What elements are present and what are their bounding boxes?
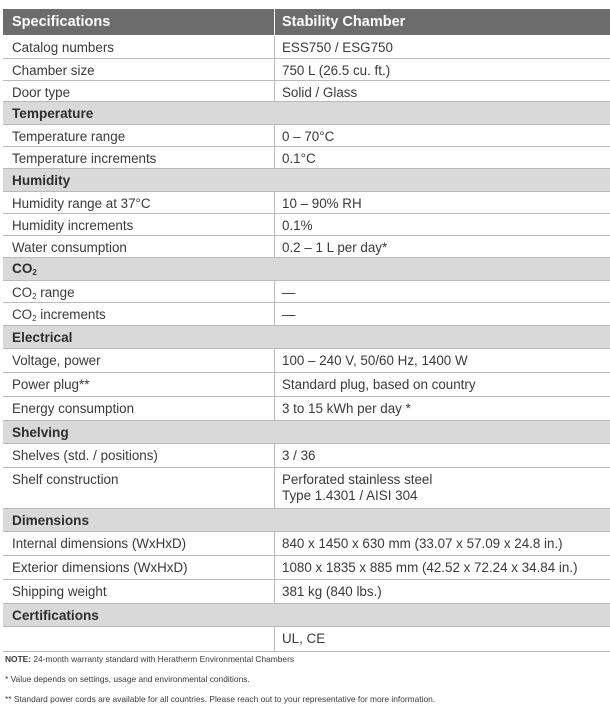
section-shelving (3, 421, 610, 444)
table-row (3, 192, 610, 214)
co2-subscript: 2 (32, 268, 37, 277)
row-label: Shelf construction (3, 468, 275, 508)
row-value: 0 – 70°C (282, 129, 335, 144)
table-row (3, 468, 610, 509)
table-row (3, 36, 610, 59)
row-label: Shelves (std. / positions) (3, 444, 275, 467)
section-title: Shelving (12, 424, 69, 440)
table-row (3, 580, 610, 604)
row-value: 10 – 90% RH (282, 196, 362, 211)
table-row (3, 349, 610, 373)
row-label (3, 627, 275, 651)
co2-subscript: 2 (32, 314, 37, 323)
header-stability-chamber: Stability Chamber (282, 14, 406, 30)
row-label: Chamber size (3, 59, 275, 80)
row-label: Water consumption (3, 236, 275, 257)
row-value: 381 kg (840 lbs.) (282, 584, 382, 599)
row-value: 0.1°C (282, 151, 316, 166)
value-line: Type 1.4301 / AISI 304 (282, 488, 418, 503)
row-label (3, 303, 275, 325)
specifications-table (3, 9, 610, 652)
row-value: 3 / 36 (282, 448, 316, 463)
co2-subscript: 2 (32, 292, 37, 301)
table-row (3, 444, 610, 468)
section-title (3, 261, 37, 277)
label-rest: increments (36, 307, 106, 322)
row-label: Temperature range (3, 125, 275, 146)
row-label: Exterior dimensions (WxHxD) (3, 556, 275, 579)
table-header (3, 9, 610, 36)
row-label: Temperature increments (3, 147, 275, 168)
section-certifications (3, 604, 610, 627)
row-label: Humidity increments (3, 214, 275, 235)
co2-prefix: CO (12, 285, 33, 300)
row-label: Door type (3, 81, 275, 101)
row-value: 3 to 15 kWh per day * (282, 401, 411, 416)
row-value: Standard plug, based on country (282, 377, 476, 392)
row-value: ESS750 / ESG750 (282, 40, 393, 55)
table-row (3, 556, 610, 580)
table-row (3, 59, 610, 81)
row-value: Solid / Glass (282, 85, 358, 100)
table-row (3, 373, 610, 397)
section-temperature (3, 102, 610, 125)
warranty-note (5, 653, 605, 673)
table-row (3, 627, 610, 652)
value-line: Perforated stainless steel (282, 472, 433, 487)
table-row (3, 125, 610, 147)
note-label: NOTE: (5, 654, 32, 664)
row-label: Voltage, power (3, 349, 275, 372)
row-label: Power plug** (3, 373, 275, 396)
section-title: Certifications (12, 607, 99, 623)
section-co2 (3, 258, 610, 281)
footnote-value-depends: * Value depends on settings, usage and environmental conditions. (5, 674, 250, 684)
row-value: 750 L (26.5 cu. ft.) (282, 63, 391, 78)
footnote-power-cords: ** Standard power cords are available for all countries. Please reach out to your representative for more information. (5, 694, 436, 704)
table-row (3, 214, 610, 236)
row-value: 0.1% (282, 218, 313, 233)
row-label: Shipping weight (3, 580, 275, 603)
section-title: Electrical (12, 329, 73, 345)
footnotes (5, 653, 605, 713)
co2-prefix: CO (12, 261, 33, 276)
row-value: — (282, 285, 296, 300)
label-rest: range (36, 285, 75, 300)
table-row (3, 81, 610, 102)
section-dimensions (3, 509, 610, 532)
row-value: 0.2 – 1 L per day* (282, 240, 388, 255)
table-row (3, 281, 610, 303)
table-row (3, 147, 610, 169)
table-row (3, 397, 610, 421)
section-title: Dimensions (12, 512, 90, 528)
row-value: 840 x 1450 x 630 mm (33.07 x 57.09 x 24.8 in.) (282, 536, 563, 551)
row-value (275, 468, 610, 504)
co2-prefix: CO (12, 307, 33, 322)
note-text: 24-month warranty standard with Heratherm Environmental Chambers (31, 654, 295, 664)
row-label: Humidity range at 37°C (3, 192, 275, 213)
section-title: Humidity (12, 172, 71, 188)
row-label (3, 281, 275, 302)
row-label: Catalog numbers (3, 36, 275, 58)
section-electrical (3, 326, 610, 349)
row-value: — (282, 307, 296, 322)
row-value: UL, CE (282, 631, 326, 646)
row-value: 100 – 240 V, 50/60 Hz, 1400 W (282, 353, 468, 368)
section-humidity (3, 169, 610, 192)
row-label: Energy consumption (3, 397, 275, 420)
row-value: 1080 x 1835 x 885 mm (42.52 x 72.24 x 34.84 in.) (282, 560, 578, 575)
section-title: Temperature (12, 105, 94, 121)
row-label: Internal dimensions (WxHxD) (3, 532, 275, 555)
table-row (3, 236, 610, 258)
table-row (3, 532, 610, 556)
header-specifications: Specifications (3, 9, 275, 35)
table-row (3, 303, 610, 326)
